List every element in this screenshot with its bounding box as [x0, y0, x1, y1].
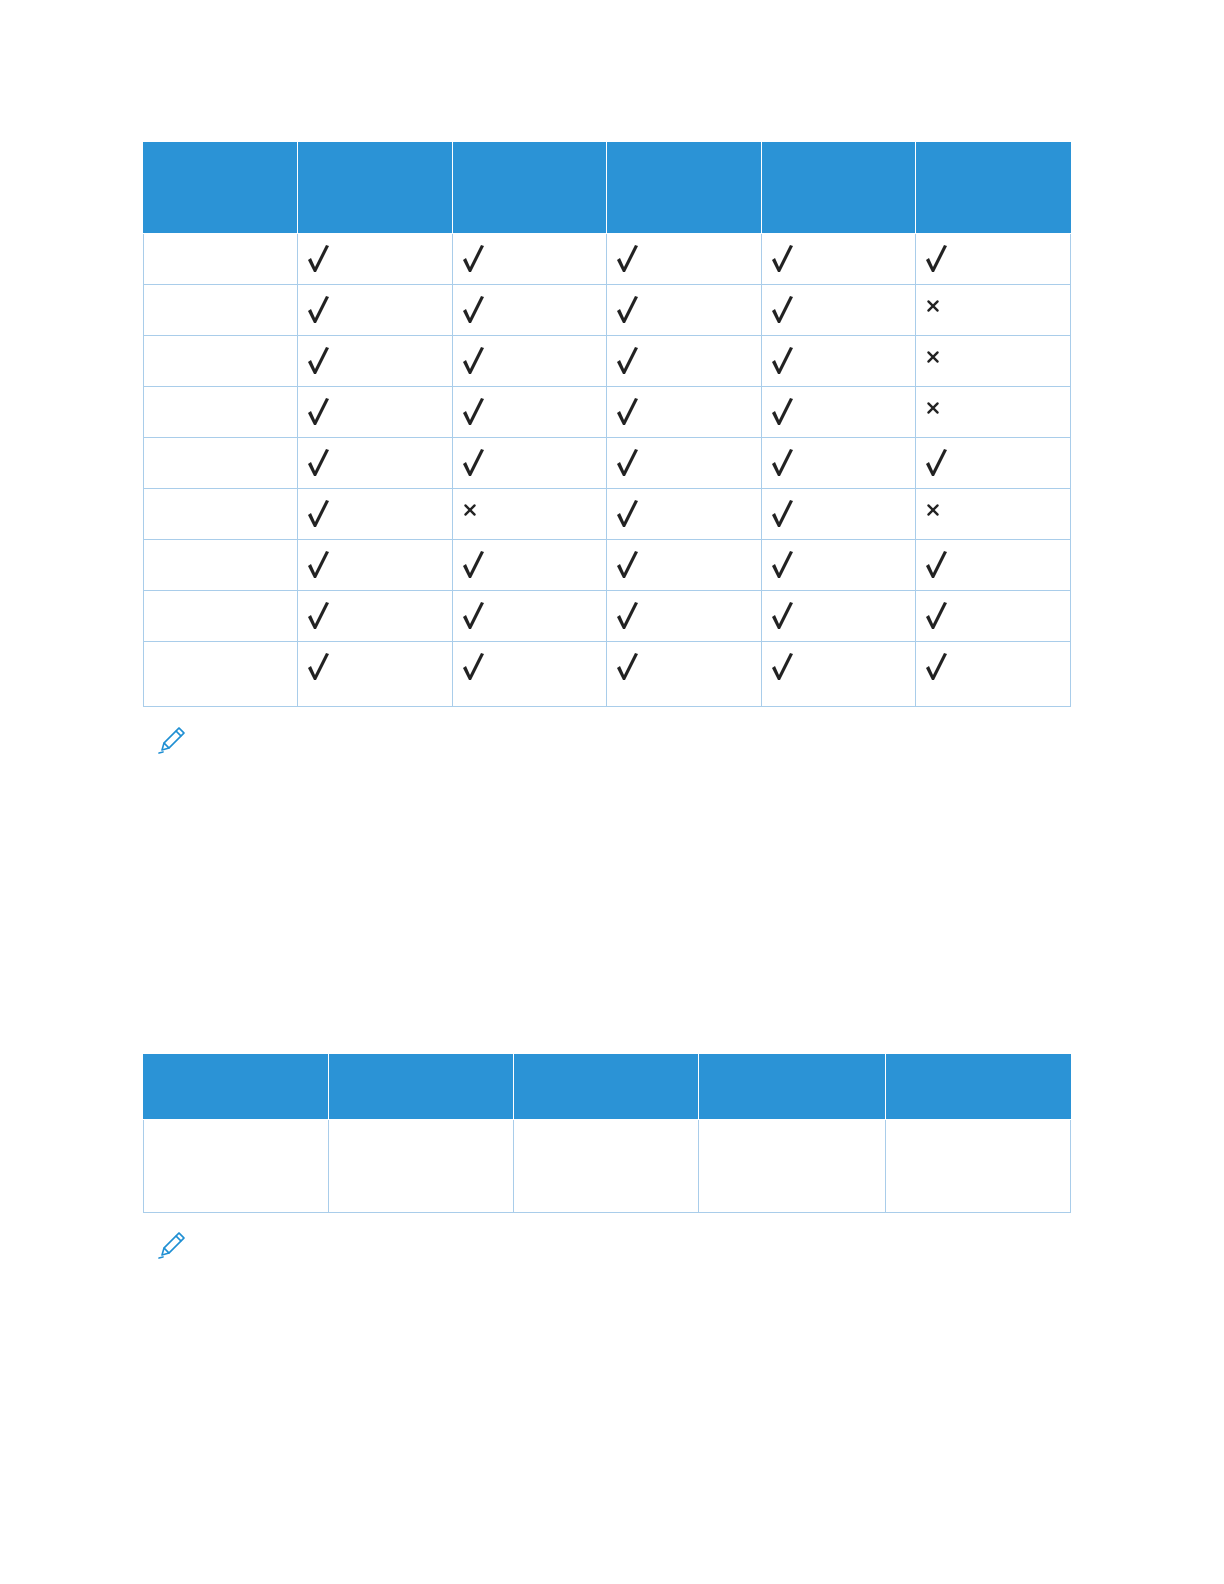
support-table-cell: [607, 387, 762, 438]
pencil-note-icon: [156, 724, 188, 756]
check-icon: [306, 243, 332, 273]
support-table-cell: [453, 591, 607, 642]
support-table-cell: [762, 285, 916, 336]
check-icon: [306, 447, 332, 477]
support-table-cell: [607, 642, 762, 707]
check-icon: [461, 243, 487, 273]
support-table-cell: [762, 387, 916, 438]
second-table-cell: [329, 1120, 514, 1213]
support-table-row: [144, 591, 1071, 642]
check-icon: [461, 651, 487, 681]
check-icon: [770, 447, 796, 477]
support-table-row: [144, 387, 1071, 438]
support-table-cell: [762, 234, 916, 285]
check-icon: [461, 447, 487, 477]
support-table-header-cell: [144, 143, 298, 234]
support-table-row: [144, 438, 1071, 489]
support-table-cell: [453, 234, 607, 285]
support-table-header-cell: [916, 143, 1071, 234]
second-table-header-cell: [329, 1055, 514, 1120]
check-icon: [461, 294, 487, 324]
support-table-cell: [762, 438, 916, 489]
second-table-cell: [699, 1120, 886, 1213]
support-table-cell: [916, 387, 1071, 438]
support-table-row-label: [144, 234, 298, 285]
second-table-row: [144, 1120, 1071, 1213]
support-table-cell: [453, 540, 607, 591]
support-table-cell: [607, 591, 762, 642]
check-icon: [770, 396, 796, 426]
support-table-row-label: [144, 540, 298, 591]
second-table-header-row: [144, 1055, 1071, 1120]
support-table-cell: [298, 591, 453, 642]
support-table-row: [144, 540, 1071, 591]
second-table-cell: [886, 1120, 1071, 1213]
support-table-cell: [916, 234, 1071, 285]
second-table-cell: [144, 1120, 329, 1213]
support-table-header-row: [144, 143, 1071, 234]
check-icon: [306, 498, 332, 528]
support-table-cell: [298, 642, 453, 707]
support-table-header-cell: [453, 143, 607, 234]
support-table-cell: [298, 387, 453, 438]
second-table-header-cell: [514, 1055, 699, 1120]
support-table-cell: [298, 336, 453, 387]
second-table-header-cell: [699, 1055, 886, 1120]
cross-icon: [927, 402, 939, 414]
check-icon: [306, 345, 332, 375]
check-icon: [924, 447, 950, 477]
check-icon: [615, 345, 641, 375]
check-icon: [770, 651, 796, 681]
check-icon: [306, 294, 332, 324]
support-table-row-label: [144, 642, 298, 707]
support-table-cell: [453, 489, 607, 540]
support-table-body: [144, 234, 1071, 707]
check-icon: [306, 549, 332, 579]
cross-icon: [927, 504, 939, 516]
support-table-row: [144, 642, 1071, 707]
support-table-cell: [762, 540, 916, 591]
check-icon: [770, 243, 796, 273]
support-table-row-label: [144, 591, 298, 642]
check-icon: [924, 243, 950, 273]
support-table-row: [144, 234, 1071, 285]
check-icon: [615, 651, 641, 681]
check-icon: [924, 600, 950, 630]
support-table-row-label: [144, 336, 298, 387]
support-table-header-cell: [762, 143, 916, 234]
pencil-note-icon: [156, 1229, 188, 1261]
check-icon: [461, 600, 487, 630]
support-table-cell: [916, 591, 1071, 642]
support-table-cell: [762, 336, 916, 387]
check-icon: [615, 243, 641, 273]
support-table-row: [144, 285, 1071, 336]
support-table-cell: [916, 642, 1071, 707]
second-table-cell: [514, 1120, 699, 1213]
support-table: [143, 142, 1071, 707]
cross-icon: [927, 300, 939, 312]
support-table-row-label: [144, 489, 298, 540]
support-table-cell: [607, 438, 762, 489]
cross-icon: [927, 351, 939, 363]
support-table-cell: [607, 285, 762, 336]
support-table-cell: [762, 642, 916, 707]
check-icon: [461, 345, 487, 375]
support-table-cell: [607, 489, 762, 540]
check-icon: [770, 294, 796, 324]
check-icon: [924, 651, 950, 681]
support-table-row-label: [144, 387, 298, 438]
second-table-header-cell: [144, 1055, 329, 1120]
check-icon: [461, 549, 487, 579]
support-table-cell: [453, 336, 607, 387]
support-table-cell: [607, 336, 762, 387]
support-table-cell: [762, 591, 916, 642]
check-icon: [306, 396, 332, 426]
support-table-cell: [916, 540, 1071, 591]
check-icon: [770, 498, 796, 528]
support-table-row: [144, 336, 1071, 387]
support-table-cell: [298, 438, 453, 489]
check-icon: [461, 396, 487, 426]
check-icon: [615, 447, 641, 477]
support-table-header-cell: [607, 143, 762, 234]
support-table-cell: [298, 540, 453, 591]
support-table-cell: [453, 387, 607, 438]
check-icon: [770, 549, 796, 579]
support-table-row-label: [144, 438, 298, 489]
cross-icon: [464, 504, 476, 516]
check-icon: [615, 396, 641, 426]
support-table-cell: [607, 234, 762, 285]
support-table-row: [144, 489, 1071, 540]
check-icon: [615, 600, 641, 630]
support-table-header-cell: [298, 143, 453, 234]
support-table-cell: [453, 285, 607, 336]
check-icon: [770, 600, 796, 630]
second-table: [143, 1054, 1071, 1213]
check-icon: [306, 600, 332, 630]
support-table-cell: [916, 336, 1071, 387]
check-icon: [924, 549, 950, 579]
support-table-cell: [298, 489, 453, 540]
support-table-cell: [916, 285, 1071, 336]
support-table-cell: [298, 285, 453, 336]
support-table-cell: [453, 642, 607, 707]
second-table-header-cell: [886, 1055, 1071, 1120]
support-table-cell: [607, 540, 762, 591]
check-icon: [615, 549, 641, 579]
support-table-cell: [916, 489, 1071, 540]
support-table-row-label: [144, 285, 298, 336]
support-table-cell: [298, 234, 453, 285]
support-table-cell: [762, 489, 916, 540]
check-icon: [306, 651, 332, 681]
check-icon: [615, 294, 641, 324]
check-icon: [770, 345, 796, 375]
check-icon: [615, 498, 641, 528]
support-table-cell: [916, 438, 1071, 489]
support-table-cell: [453, 438, 607, 489]
